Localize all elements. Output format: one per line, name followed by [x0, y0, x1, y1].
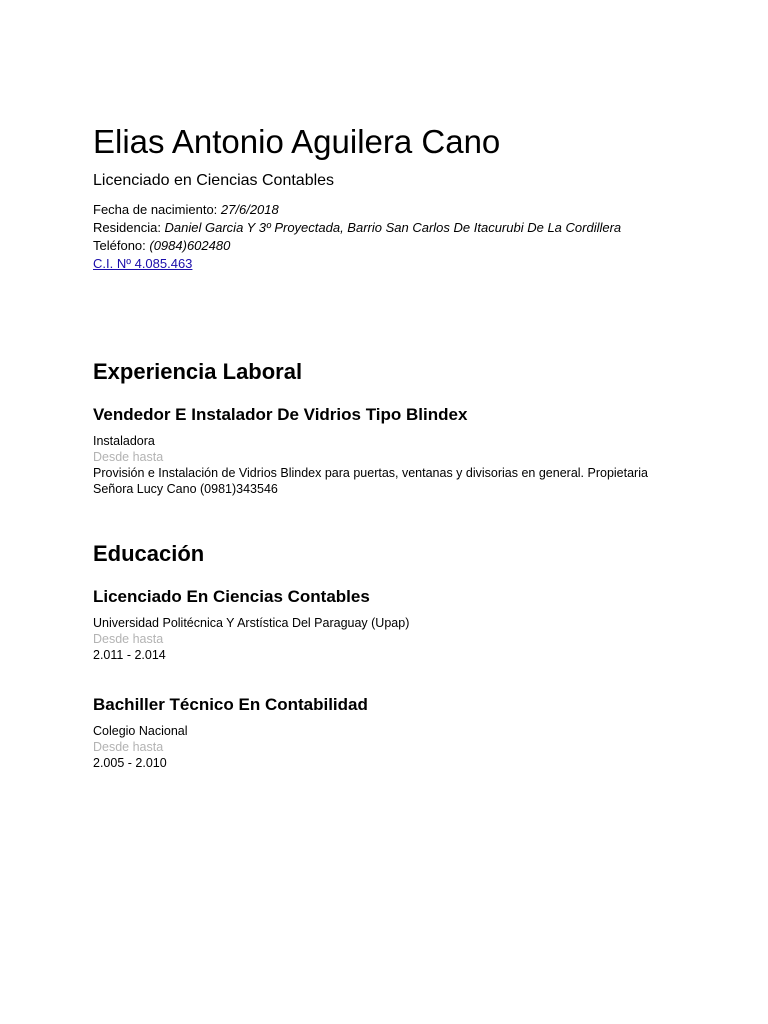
period-value: 2.011 - 2.014: [93, 648, 166, 662]
institution-name: Universidad Politécnica Y Arstística Del Paraguay (Upap): [93, 616, 410, 630]
birth-date-value: 27/6/2018: [220, 202, 279, 217]
birth-date-row: [93, 201, 693, 219]
professional-title: Licenciado en Ciencias Contables: [93, 172, 335, 189]
personal-info: [93, 201, 693, 273]
education-section: [93, 541, 693, 771]
residence-row: [93, 219, 693, 237]
job-description: Provisión e Instalación de Vidrios Blindex para puertas, ventanas y divisorias en general. Propietaria Señora Lucy Cano (0981)343546: [93, 466, 648, 496]
period-label: Desde hasta: [93, 632, 164, 646]
period-value: 2.005 - 2.010: [93, 756, 167, 770]
job-period-label: Desde hasta: [93, 450, 164, 464]
residence-label: Residencia:: [93, 220, 165, 235]
degree-title: Licenciado En Ciencias Contables: [93, 587, 370, 606]
phone-row: [93, 237, 693, 255]
job-organization: Instaladora: [93, 434, 155, 448]
ci-link[interactable]: C.I. Nº 4.085.463: [93, 256, 193, 271]
birth-date-label: Fecha de nacimiento:: [93, 202, 221, 217]
education-item: [93, 695, 693, 771]
experience-item: [93, 405, 693, 497]
resume-document: [93, 124, 693, 771]
experience-section: [93, 359, 693, 497]
phone-value: (0984)602480: [149, 238, 231, 253]
person-name: Elias Antonio Aguilera Cano: [93, 123, 501, 160]
ci-row: [93, 255, 693, 273]
education-heading: Educación: [93, 541, 205, 566]
education-item: [93, 587, 693, 663]
experience-heading: Experiencia Laboral: [93, 359, 303, 384]
job-title: Vendedor E Instalador De Vidrios Tipo Blindex: [93, 405, 468, 424]
phone-label: Teléfono:: [93, 238, 150, 253]
degree-title: Bachiller Técnico En Contabilidad: [93, 695, 368, 714]
period-label: Desde hasta: [93, 740, 164, 754]
residence-value: Daniel Garcia Y 3º Proyectada, Barrio San Carlos De Itacurubi De La Cordillera: [164, 220, 622, 235]
institution-name: Colegio Nacional: [93, 724, 188, 738]
